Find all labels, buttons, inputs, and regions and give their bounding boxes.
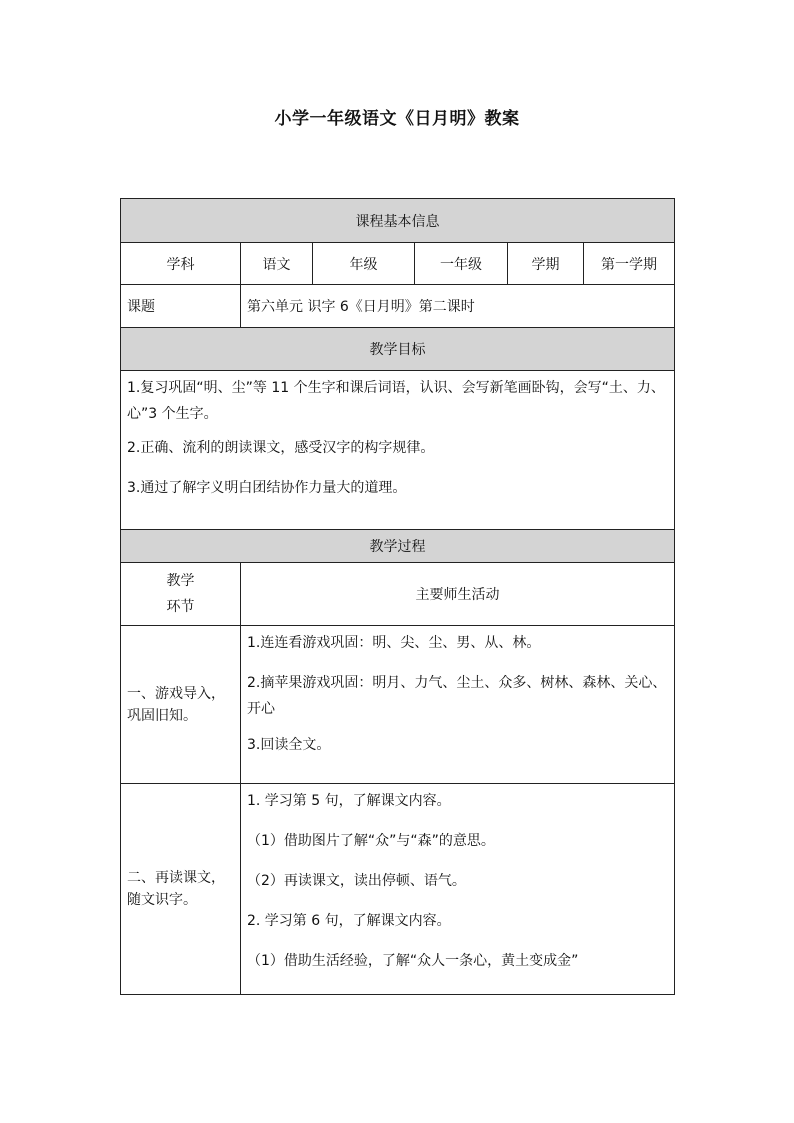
goals-header-row [121, 328, 674, 371]
grade-value: 一年级 [415, 243, 508, 284]
grade-label: 年级 [313, 243, 415, 284]
basic-info-header: 课程基本信息 [121, 199, 674, 242]
process-section-row [121, 784, 674, 994]
section-label: 二、再读课文，随文识字。 [121, 784, 241, 994]
activity-item: （2）再读课文，读出停顿、语气。 [247, 873, 466, 889]
process-columns-row [121, 563, 674, 626]
goal-item: 3.通过了解字义明白团结协作力量大的道理。 [127, 480, 407, 496]
topic-value: 第六单元 识字 6《日月明》第二课时 [247, 299, 475, 315]
section-activities [241, 784, 674, 994]
activity-item: 2. 学习第 6 句，了解课文内容。 [247, 913, 451, 929]
goals-content-row [121, 371, 674, 530]
stage-header-line2: 环节 [166, 599, 195, 615]
basic-info-header-row [121, 199, 674, 243]
goals-list [121, 371, 674, 529]
activity-item: 3.回读全文。 [247, 737, 331, 753]
activity-item: 1.连连看游戏巩固：明、尖、尘、男、从、林。 [247, 635, 541, 651]
stage-header-line1: 教学 [166, 573, 195, 589]
process-header: 教学过程 [121, 530, 674, 562]
goal-item: 1.复习巩固“明、尘”等 11 个生字和课后词语，认识、会写新笔画卧钩，会写“土、力、心”3 个生字。 [127, 380, 665, 422]
goal-item: 2.正确、流利的朗读课文，感受汉字的构字规律。 [127, 440, 435, 456]
process-col-activity: 主要师生活动 [415, 587, 500, 603]
goals-header: 教学目标 [121, 328, 674, 370]
activity-item: 1. 学习第 5 句，了解课文内容。 [247, 793, 451, 809]
subject-value: 语文 [241, 243, 313, 284]
section-label: 一、游戏导入，巩固旧知。 [121, 626, 241, 783]
term-label: 学期 [508, 243, 584, 284]
topic-row [121, 285, 674, 328]
subject-label: 学科 [121, 243, 241, 284]
lesson-plan-table [120, 198, 675, 995]
section-activities [241, 626, 674, 783]
process-col-stage [121, 563, 241, 625]
activity-item: （1）借助生活经验，了解“众人一条心，黄土变成金” [247, 953, 579, 969]
activity-item: 2.摘苹果游戏巩固：明月、力气、尘土、众多、树林、森林、关心、开心 [247, 675, 667, 717]
activity-item: （1）借助图片了解“众”与“森”的意思。 [247, 833, 495, 849]
page-title: 小学一年级语文《日月明》教案 [274, 109, 520, 129]
topic-label: 课题 [121, 285, 241, 327]
process-header-row [121, 530, 674, 563]
term-value: 第一学期 [601, 256, 657, 273]
course-info-row [121, 243, 674, 285]
process-section-row [121, 626, 674, 784]
